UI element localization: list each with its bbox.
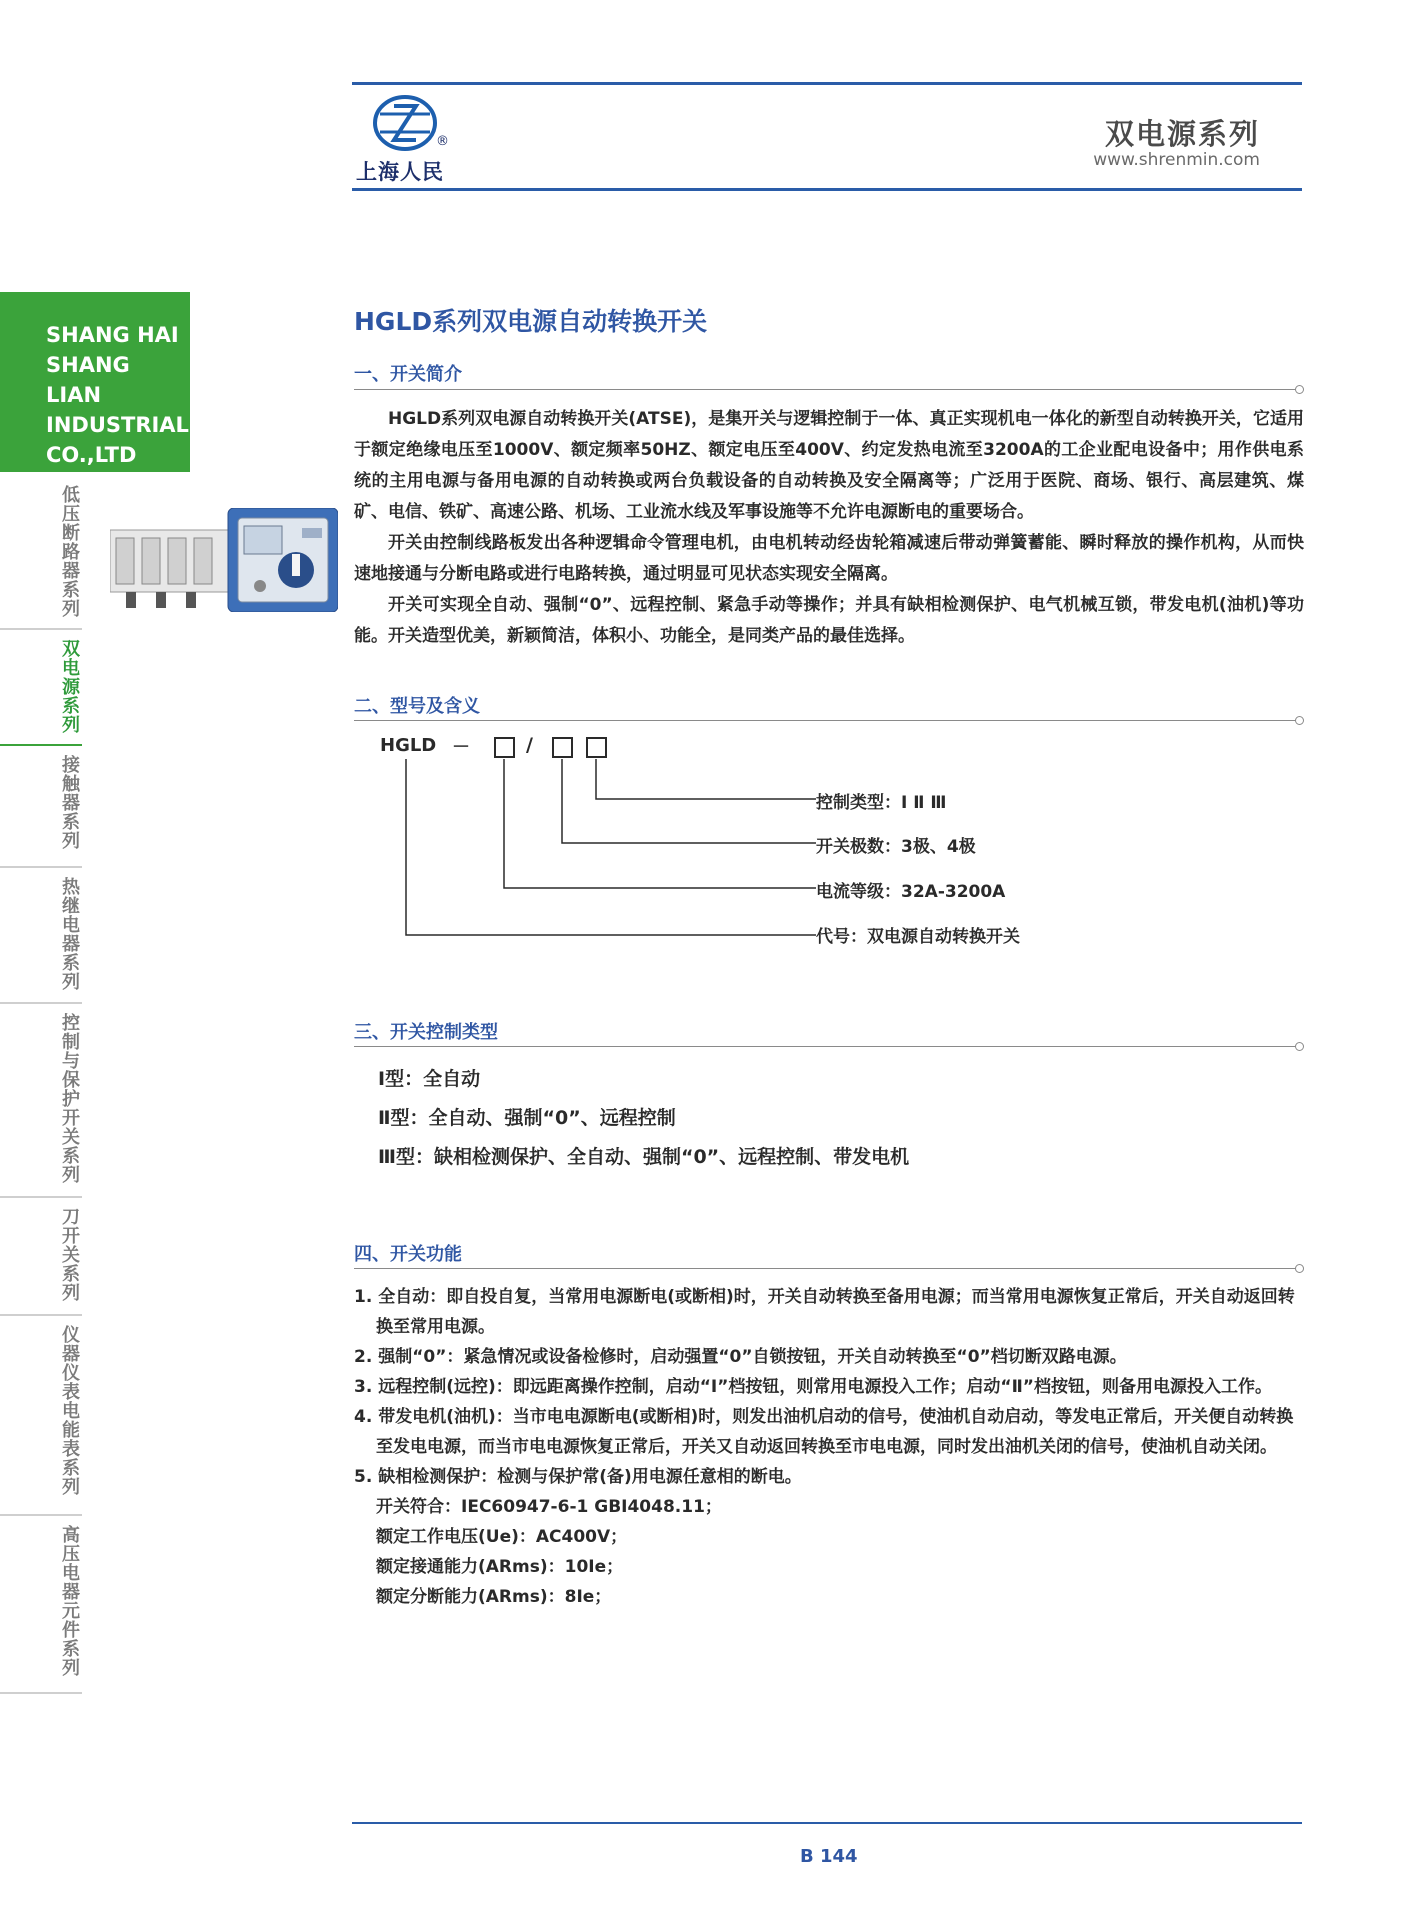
function-item-1: 1. 全自动：即自投自复，当常用电源断电(或断相)时，开关自动转换至备用电源；而当常用电源恢复正常后，开关自动返回转换至常用电源。 <box>354 1287 1295 1337</box>
sidebar-tab-knife-switch[interactable] <box>0 1198 82 1316</box>
model-label-poles: 开关极数：3极、4极 <box>816 837 976 857</box>
function-item-2: 2. 强制“0”：紧急情况或设备检修时，启动强置“0”自锁按钮，开关自动转换至“0”档切断双路电源。 <box>354 1347 1127 1367</box>
sidebar-tab-label: 控制与保护开关系列 <box>62 1013 80 1186</box>
sidebar-tab-contactor[interactable] <box>0 746 82 868</box>
logo-text: 上海人民 <box>356 160 444 184</box>
section-control-heading: 三、开关控制类型 <box>354 1022 498 1043</box>
sidebar-tab-instruments-meters[interactable] <box>0 1316 82 1516</box>
section-intro-heading: 一、开关简介 <box>354 364 462 385</box>
header-top-rule <box>352 82 1302 85</box>
product-image <box>110 508 338 612</box>
function-item-4: 4. 带发电机(油机)：当市电电源断电(或断相)时，则发出油机启动的信号，使油机自动启动，等发电正常后，开关便自动转换至发电电源，而当市电电源恢复正常后，开关又自动返回转换至市电电源，同时发出油机关闭的信号，使油机自动关闭。 <box>354 1407 1294 1457</box>
company-logo-icon <box>372 94 438 152</box>
section-divider <box>354 1268 1296 1269</box>
model-slash: / <box>526 734 533 756</box>
divider-end-dot <box>1295 1042 1304 1051</box>
footer-rule <box>352 1822 1302 1824</box>
divider-end-dot <box>1295 385 1304 394</box>
sidebar-tab-label: 接触器系列 <box>62 755 80 852</box>
spec-standard: 开关符合：IEC60947-6-1 GBI4048.11； <box>376 1497 722 1517</box>
intro-text <box>354 404 1304 652</box>
section-functions-heading: 四、开关功能 <box>354 1244 462 1265</box>
sidebar-tab-low-voltage-breaker[interactable] <box>0 472 82 630</box>
model-label-control-type: 控制类型：Ⅰ Ⅱ Ⅲ <box>816 793 947 813</box>
company-line-4: CO.,LTD <box>46 443 137 467</box>
intro-paragraph-1: HGLD系列双电源自动转换开关(ATSE)，是集开关与逻辑控制于一体、真正实现机电一体化的新型自动转换开关，它适用于额定绝缘电压至1000V、额定频率50HZ、额定电压至400V、约定发热电流至3200A的工企业配电设备中；用作供电系统的主用电源与备用电源的自动转换或两台负载设备的自动转换及安全隔离等；广泛用于医院、商场、银行、高层建筑、煤矿、电信、铁矿、高速公路、机场、工业流水线及军事设施等不允许电源断电的重要场合。 <box>354 409 1304 522</box>
function-item-3: 3. 远程控制(远控)：即远距离操作控制，启动“Ⅰ”档按钮，则常用电源投入工作；启动“Ⅱ”档按钮，则备用电源投入工作。 <box>354 1377 1272 1397</box>
divider-end-dot <box>1295 1264 1304 1273</box>
spec-breaking-capacity: 额定分断能力(ARms)：8Ie； <box>376 1587 612 1607</box>
company-name-box <box>0 292 190 472</box>
section-model-heading: 二、型号及含义 <box>354 696 480 717</box>
divider-end-dot <box>1295 716 1304 725</box>
sidebar-tab-control-protection[interactable] <box>0 1004 82 1198</box>
website-url[interactable]: www.shrenmin.com <box>1093 150 1260 170</box>
company-line-2: SHANG LIAN <box>46 353 130 407</box>
company-line-1: SHANG HAI <box>46 323 179 347</box>
sidebar-tab-label: 刀开关系列 <box>62 1207 80 1304</box>
sidebar-tab-label: 高压电器元件系列 <box>62 1525 80 1679</box>
control-type-2: Ⅱ型：全自动、强制“0”、远程控制 <box>378 1107 676 1129</box>
functions-list <box>354 1282 1304 1612</box>
intro-paragraph-3: 开关可实现全自动、强制“0”、远程控制、紧急手动等操作；并具有缺相检测保护、电气机械互锁，带发电机(油机)等功能。开关造型优美，新颖简洁，体积小、功能全，是同类产品的最佳选择。 <box>354 595 1304 646</box>
spec-rated-voltage: 额定工作电压(Ue)：AC400V； <box>376 1527 628 1547</box>
series-title: 双电源系列 <box>1104 117 1260 151</box>
model-label-current: 电流等级：32A-3200A <box>816 882 1006 902</box>
function-item-5: 5. 缺相检测保护：检测与保护常(备)用电源任意相的断电。 <box>354 1467 802 1487</box>
page-number: B 144 <box>800 1846 858 1867</box>
section-divider <box>354 389 1296 390</box>
sidebar-tab-high-voltage[interactable] <box>0 1516 82 1694</box>
model-code: HGLD <box>380 735 437 756</box>
sidebar-tab-dual-power[interactable] <box>0 630 82 746</box>
sidebar-tab-label: 低压断路器系列 <box>62 485 80 620</box>
model-label-code: 代号：双电源自动转换开关 <box>816 927 1020 947</box>
model-dash: － <box>452 737 470 758</box>
spec-making-capacity: 额定接通能力(ARms)：10Ie； <box>376 1557 624 1577</box>
section-divider <box>354 1046 1296 1047</box>
sidebar-tab-label: 热继电器系列 <box>62 877 80 993</box>
sidebar-tab-label: 双电源系列 <box>62 639 80 736</box>
sidebar-tab-label: 仪器仪表电能表系列 <box>62 1325 80 1498</box>
intro-paragraph-2: 开关由控制线路板发出各种逻辑命令管理电机，由电机转动经齿轮箱减速后带动弹簧蓄能、瞬时释放的操作机构，从而快速地接通与分断电路或进行电路转换，通过明显可见状态实现安全隔离。 <box>354 533 1304 584</box>
sidebar-tab-thermal-relay[interactable] <box>0 868 82 1004</box>
company-line-3: INDUSTRIAL <box>46 413 189 437</box>
model-diagram-lines <box>380 755 820 945</box>
control-type-3: Ⅲ型：缺相检测保护、全自动、强制“0”、远程控制、带发电机 <box>378 1146 910 1168</box>
section-divider <box>354 720 1296 721</box>
control-type-1: Ⅰ型：全自动 <box>378 1068 481 1090</box>
header-bottom-rule <box>352 188 1302 191</box>
registered-mark: ® <box>436 134 449 149</box>
page-title: HGLD系列双电源自动转换开关 <box>354 307 708 336</box>
